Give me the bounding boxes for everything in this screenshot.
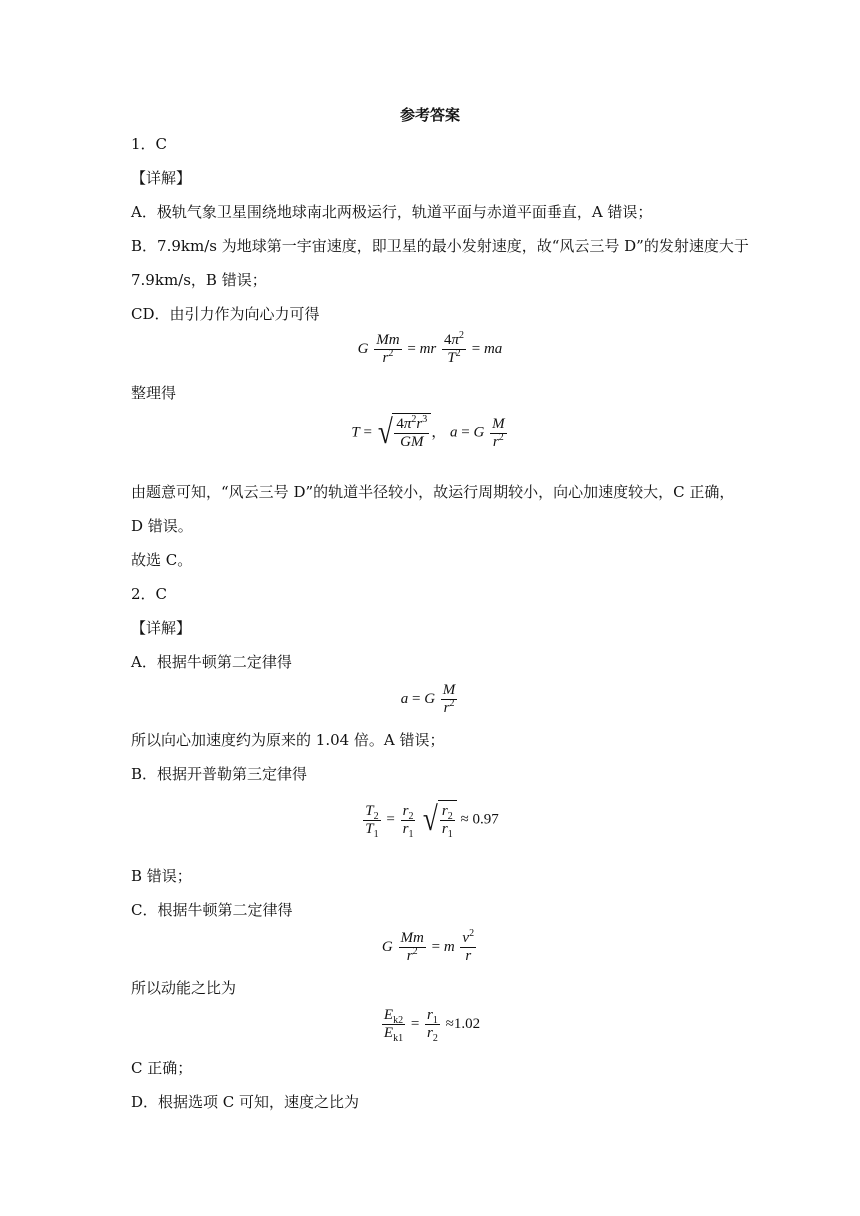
- equation-kinetic-energy-ratio: $\frac{E_{k2}}{E_{k1}}$ = $\frac{r_1}{r_2}$ ≈1.02: [383, 1007, 481, 1044]
- equation-gravity-centripetal: G $\frac{Mm}{r^2}$ = mr $\frac{4\pi^2}{T^2}$ = ma: [357, 330, 503, 366]
- q1-arranged: 整理得: [131, 384, 177, 402]
- q1-detail-heading: 【详解】: [131, 169, 192, 187]
- page-title: 参考答案: [399, 106, 460, 124]
- kinetic-energy-ratio-value: 1.02: [453, 1015, 481, 1032]
- equation-velocity: G $\frac{Mm}{r^2}$ = m $\frac{v^2}{r}$: [381, 928, 475, 964]
- equation-period-acceleration: T = √ $\frac{4\pi^2r^3}{GM}$ ， a = G $\frac{M}{r^2}$: [351, 414, 505, 451]
- q2-option-c: C．根据牛顿第二定律得: [131, 901, 293, 919]
- q2-option-b: B．根据开普勒第三定律得: [131, 765, 308, 783]
- q1-answer: 1．C: [131, 135, 168, 153]
- q2-option-c-result: C 正确；: [131, 1059, 193, 1077]
- q2-option-c-mid: 所以动能之比为: [131, 979, 237, 997]
- q2-answer: 2．C: [131, 585, 168, 603]
- q1-option-b-line2: 7.9km/s，B 错误；: [131, 271, 267, 289]
- q2-option-a: A．根据牛顿第二定律得: [131, 653, 292, 671]
- equation-acceleration: a = G $\frac{M}{r^2}$: [400, 682, 456, 716]
- q1-option-b-line1: B．7.9km/s 为地球第一宇宙速度，即卫星的最小发射速度，故“风云三号 D”的发射速度大于: [131, 237, 749, 255]
- kepler-ratio-value: 0.97: [472, 811, 499, 828]
- q2-detail-heading: 【详解】: [131, 619, 192, 637]
- q2-option-b-result: B 错误；: [131, 867, 192, 885]
- q1-option-a: A．极轨气象卫星围绕地球南北两极运行，轨道平面与赤道平面垂直，A 错误；: [131, 203, 653, 221]
- q1-conclusion-line1: 由题意可知，“风云三号 D”的轨道半径较小，故运行周期较小，向心加速度较大，C 正确，: [131, 483, 735, 501]
- q1-conclusion-line2: D 错误。: [131, 517, 193, 535]
- q2-option-d: D．根据选项 C 可知，速度之比为: [131, 1093, 360, 1111]
- equation-kepler-ratio: $\frac{T_2}{T_1}$ = $\frac{r_2}{r_1}$ √ $\frac{r_2}{r_1}$ ≈ 0.97: [365, 801, 499, 840]
- q2-option-a-result: 所以向心加速度约为原来的 1.04 倍。A 错误；: [131, 731, 445, 749]
- q1-choose: 故选 C。: [131, 551, 193, 569]
- q1-option-cd: CD．由引力作为向心力可得: [131, 305, 320, 323]
